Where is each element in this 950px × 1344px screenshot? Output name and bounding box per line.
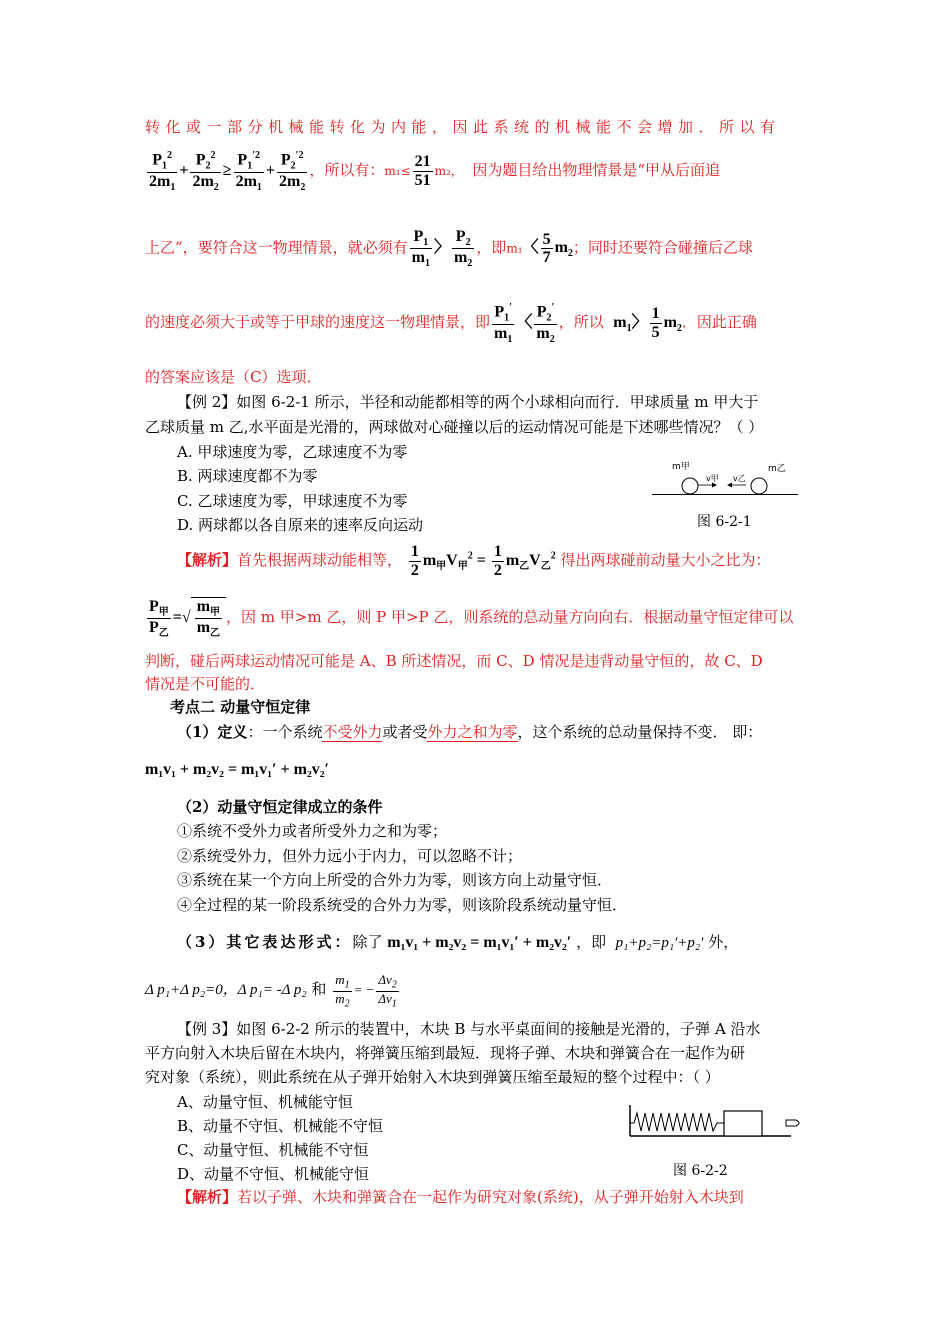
sol3-text: 若以子弹、木块和弹簧合在一起作为研究对象(系统)，从子弹开始射入木块到	[237, 1188, 744, 1206]
sol2-l1a: 首先根据两球动能相等，	[237, 550, 403, 569]
example-3-line-2: 平方向射入木块后留在木块内，将弹簧压缩到最短．现将子弹、木块和弹簧合在一起作为研	[145, 1044, 746, 1062]
other-b: ，即	[576, 933, 607, 951]
definition-underlined-1: 不受外力	[322, 723, 383, 741]
figure-6-2-2-caption: 图 6-2-2	[673, 1163, 728, 1179]
solution-2-tag: 【解析】	[177, 550, 238, 569]
fig1-label-m1: m甲	[672, 462, 690, 472]
fig2-spring	[630, 1113, 724, 1131]
text-m1-le: m₁≤	[384, 164, 411, 179]
ex3-option-c: C、动量守恒、机械能不守恒	[177, 1141, 369, 1159]
figure-6-2-1	[650, 455, 800, 500]
other-d: 外，	[708, 933, 739, 951]
forms-and: 和	[311, 980, 327, 999]
sol2-l4: 情况是不可能的．	[145, 675, 266, 693]
solution-3-line-1	[177, 1188, 744, 1206]
sol2-l3: 判断，碰后两球运动情况可能是 A、B 所述情况，而 C、D 情况是违背动量守恒的，故 C、D	[145, 652, 763, 670]
text-p1-l3-c: ；同时还要符合碰撞后乙球	[572, 238, 753, 257]
sol2-l2a: ，因 m 甲>m 乙，则 P 甲>P 乙，则系统的总动量方向向右．根据动量守恒定律可以	[226, 607, 794, 626]
text-p1-l3-a: 上乙”，要符合这一物理情景，就必须有	[145, 238, 408, 257]
velocity-compare-formula: $\frac{P_1}{m_1}$ 〉 $\frac{P_2}{m_2}$	[411, 228, 473, 270]
text-p1-l2-a: ，所以有：	[309, 161, 385, 180]
conditions-heading: （2）动量守恒定律成立的条件	[177, 798, 383, 816]
text-p1-l3-b: ，即	[476, 238, 507, 257]
ex2-option-d: D. 两球都以各自原来的速率反向运动	[177, 516, 424, 534]
example-2-line-1	[177, 393, 758, 411]
fig1-label-v1: v甲	[706, 474, 719, 483]
fig1-label-m2: m乙	[768, 464, 786, 474]
text-p1-l5: 的答案应该是（C）选项．	[145, 368, 322, 386]
condition-3: ③系统在某一个方向上所受的合外力为零，则该方向上动量守恒．	[177, 871, 613, 889]
ex2-option-c: C. 乙球速度为零，甲球速度不为零	[177, 492, 408, 510]
ex2-option-b: B. 两球速度都不为零	[177, 467, 318, 485]
momentum-ratio-formula: $\frac{P_甲}{P_乙}$ =√ $\frac{m_甲}{m_乙}$	[145, 609, 226, 626]
fig1-ball-jia	[682, 478, 698, 494]
text-p1-l1: 转化或一部分机械能转化为内能，因此系统的机械能不会增加．所以有	[145, 118, 781, 136]
other-forms-label: （3）其它表达形式：	[177, 933, 353, 951]
def-a: ：一个系统	[247, 723, 323, 741]
solution-2-line-2	[145, 597, 793, 639]
text-p1-l4-c: ．因此正确	[681, 313, 757, 332]
mass-velocity-ratio-formula: $\frac{m_1}{m_2}$ = − $\frac{\Delta v_2}{\Delta v_1}$	[335, 972, 397, 1010]
text-line-4	[145, 302, 757, 345]
other-forms-line	[177, 933, 738, 952]
fig2-block-b	[724, 1111, 762, 1136]
sol2-l1b: 得出两球碰前动量大小之比为：	[560, 550, 771, 569]
example-3-line-1: 【例 3】如图 6-2-2 所示的装置中，木块 B 与水平桌面间的接触是光滑的，子弹 A 沿水	[177, 1020, 761, 1038]
delta-momentum-forms: Δ p₁+Δ p₂=0，Δ p₁= -Δ p₂	[145, 982, 307, 999]
text-p1-l4-a: 的速度必须大于或等于甲球的速度这一物理情景，即	[145, 313, 491, 332]
fig1-ball-yi	[751, 478, 767, 494]
solution-2-line-3	[145, 652, 763, 670]
solution-2-line-1	[177, 543, 771, 579]
mass-ratio-formula-1: 〈 $\frac{5}{7}$ $m_2$	[522, 230, 573, 267]
fig1-label-v2: v乙	[733, 474, 746, 483]
kinetic-energy-equation: $\frac{1}{2}$ $m_甲V_甲^2$ = $\frac{1}{2}$ $m_乙V_乙^2$	[410, 543, 556, 579]
ex2-l2: 乙球质量 m 乙,水平面是光滑的，两球做对心碰撞以后的运动情况可能是下述哪些情况？（ ）	[145, 418, 764, 436]
section-heading-key-point-2: 考点二 动量守恒定律	[170, 698, 311, 716]
definition-label: （1）定义	[177, 723, 248, 741]
energy-inequality-line	[145, 150, 720, 193]
text-p1-l2-b: 因为题目给出物理情景是“甲从后面追	[472, 161, 721, 180]
text-m2: m₂，	[434, 164, 463, 179]
solution-2-line-4	[145, 675, 265, 693]
post-velocity-formula: $\frac{P_1'}{m_1}$ 〈 $\frac{P_2'}{m_2}$	[494, 302, 555, 345]
ex3-option-d: D、动量不守恒、机械能守恒	[177, 1165, 370, 1183]
text-m1: m₁	[506, 241, 523, 256]
figure-6-2-1-caption: 图 6-2-1	[697, 514, 752, 530]
example-3-line-3: 究对象（系统），则此系统在从子弹开始射入木块到弹簧压缩至最短的整个过程中：（ ）	[145, 1068, 720, 1086]
mass-ratio-formula-2: $m_1$〉 $\frac{1}{5}$ $m_2$	[613, 305, 682, 341]
delta-forms-line	[145, 973, 401, 1009]
def-b: 或者受	[382, 723, 428, 741]
definition-underlined-2: 外力之和为零	[427, 723, 518, 741]
text-line-3	[145, 228, 753, 269]
ex2-option-a: A. 甲球速度为零，乙球速度不为零	[177, 443, 408, 461]
def-c: ，这个系统的总动量保持不变． 即：	[517, 723, 763, 741]
other-forms-equation: m₁v₁ + m₂v₂ = m₁v₁′ + m₂v₂′	[387, 934, 572, 951]
condition-2: ②系统受外力，但外力远小于内力，可以忽略不计；	[177, 847, 523, 865]
ex3-option-b: B、动量不守恒、机械能不守恒	[177, 1117, 384, 1135]
example-2-line-2	[145, 418, 763, 436]
ex3-option-a: A、动量守恒、机械能守恒	[177, 1093, 353, 1111]
figure-6-2-2	[626, 1103, 806, 1139]
ex2-l1: 【例 2】如图 6-2-1 所示，半径和动能都相等的两个小球相向而行．甲球质量 m 甲大于	[177, 393, 759, 411]
energy-inequality-formula: $\frac{P_1^2}{2m_1}$ + $\frac{P_2^2}{2m_2}$ ≥ $\frac{P_1^{'2}}{2m_1}$ + $\frac{P_2^{'2}}{2m_2}$	[149, 150, 306, 193]
fig2-bullet-a	[786, 1120, 799, 1126]
momentum-sum-equation: p₁+p₂=p₁′+p₂′	[615, 935, 704, 951]
other-a: 除了	[352, 933, 383, 951]
definition-line	[177, 723, 762, 741]
text-line-1	[145, 118, 781, 136]
text-p1-l4-b: ，所以	[558, 313, 604, 332]
conservation-equation: m₁v₁ + m₂v₂ = m₁v₁′ + m₂v₂′	[145, 761, 330, 778]
text-line-5	[145, 368, 321, 386]
solution-3-tag: 【解析】	[177, 1188, 238, 1206]
fraction-21-51: $\frac{21}{51}$	[414, 152, 431, 189]
condition-1: ①系统不受外力或者所受外力之和为零；	[177, 822, 448, 840]
condition-4: ④全过程的某一阶段系统受的合外力为零，则该阶段系统动量守恒．	[177, 896, 628, 914]
